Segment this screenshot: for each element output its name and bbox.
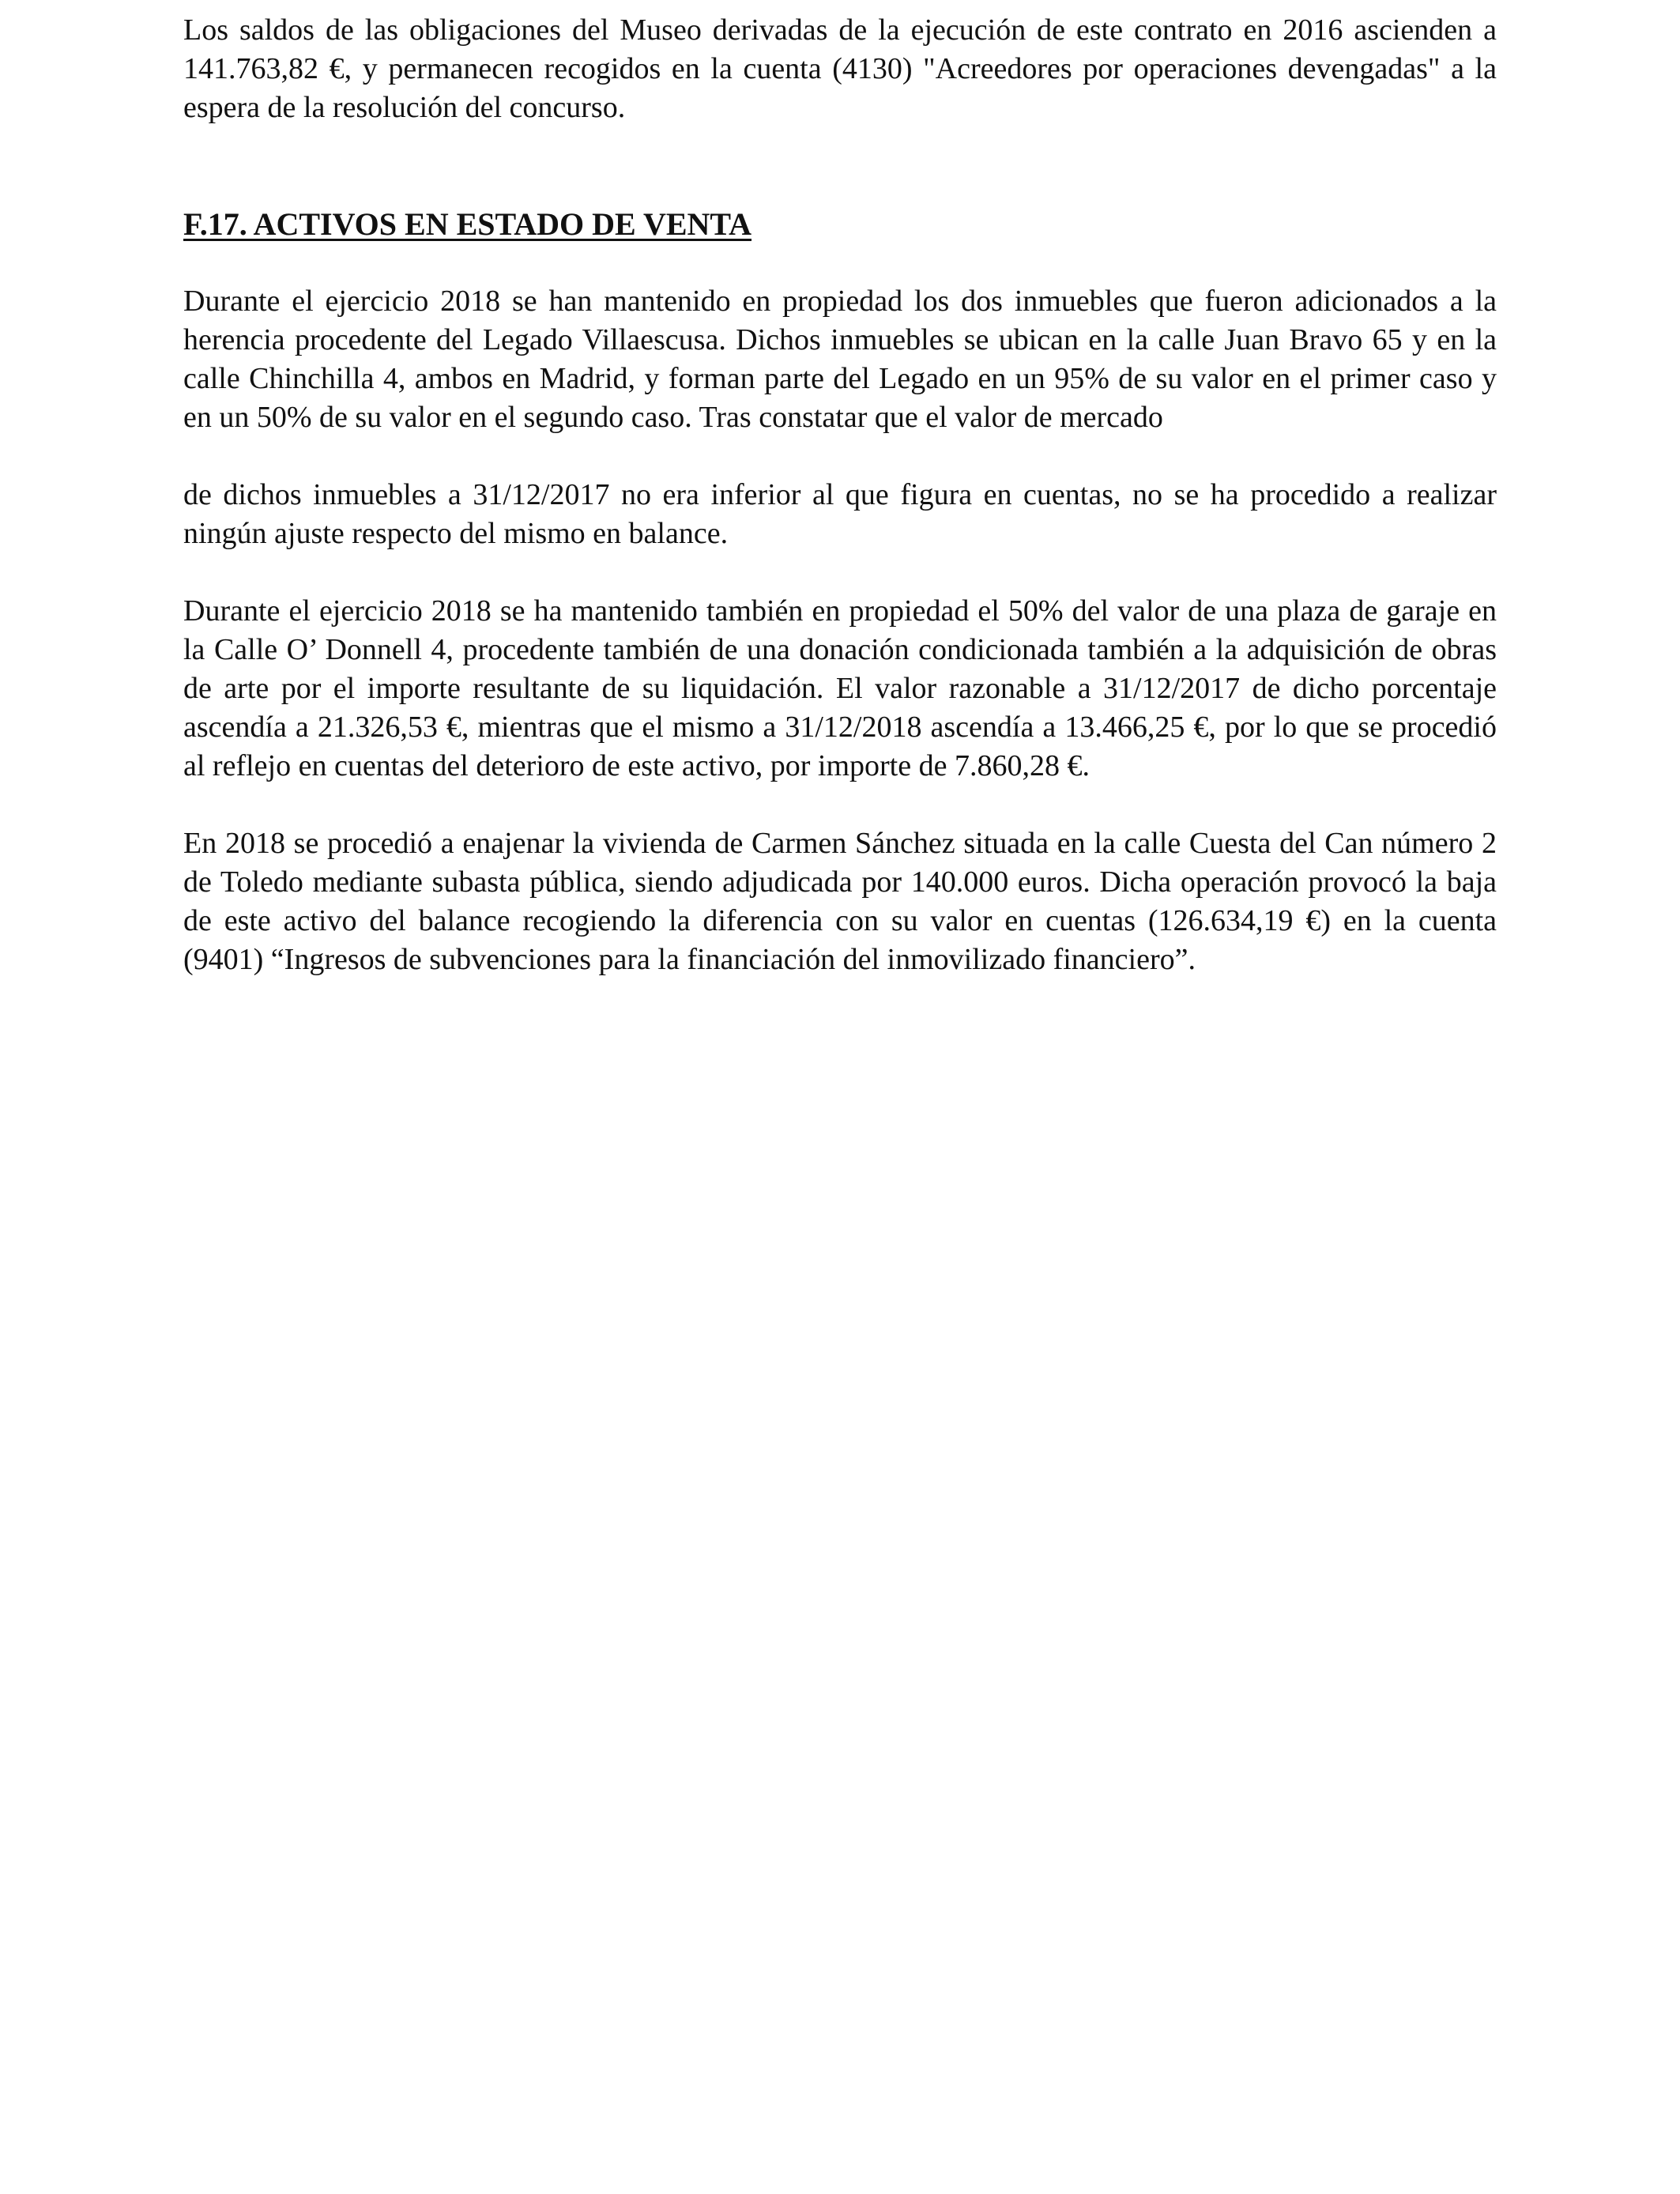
section-heading: F.17. ACTIVOS EN ESTADO DE VENTA [183,206,752,242]
paragraph-properties-part-1: Durante el ejercicio 2018 se han mantenido en propiedad los dos inmuebles que fueron adicionados a la herencia procedente del Legado Villaescusa. Dichos inmuebles se ubican en la calle Juan Bravo 65 y en la calle Chinchilla 4, ambos en Madrid, y forman parte del Legado en un 95% de su valor en el primer caso y en un 50% de su valor en el segundo caso. Tras constatar que el valor de mercado [183,285,1497,434]
document-body [183,11,1497,979]
intro-paragraph: Los saldos de las obligaciones del Museo derivadas de la ejecución de este contrato en 2016 ascienden a 141.763,82 €, y permanecen recogidos en la cuenta (4130) "Acreedores por operaciones devengadas" a la espera de la resolución del concurso. [183,13,1497,124]
paragraph-properties-part-2: de dichos inmuebles a 31/12/2017 no era inferior al que figura en cuentas, no se ha procedido a realizar ningún ajuste respecto del mismo en balance. [183,478,1497,550]
paragraph-toledo-sale: En 2018 se procedió a enajenar la vivienda de Carmen Sánchez situada en la calle Cuesta del Can número 2 de Toledo mediante subasta pública, siendo adjudicada por 140.000 euros. Dicha operación provocó la baja de este activo del balance recogiendo la diferencia con su valor en cuentas (126.634,19 €) en la cuenta (9401) “Ingresos de subvenciones para la financiación del inmovilizado financiero”. [183,827,1497,976]
paragraph-garage: Durante el ejercicio 2018 se ha mantenido también en propiedad el 50% del valor de una plaza de garaje en la Calle O’ Donnell 4, procedente también de una donación condicionada también a la adquisición de obras de arte por el importe resultante de su liquidación. El valor razonable a 31/12/2017 de dicho porcentaje ascendía a 21.326,53 €, mientras que el mismo a 31/12/2018 ascendía a 13.466,25 €, por lo que se procedió al reflejo en cuentas del deterioro de este activo, por importe de 7.860,28 €. [183,594,1497,782]
